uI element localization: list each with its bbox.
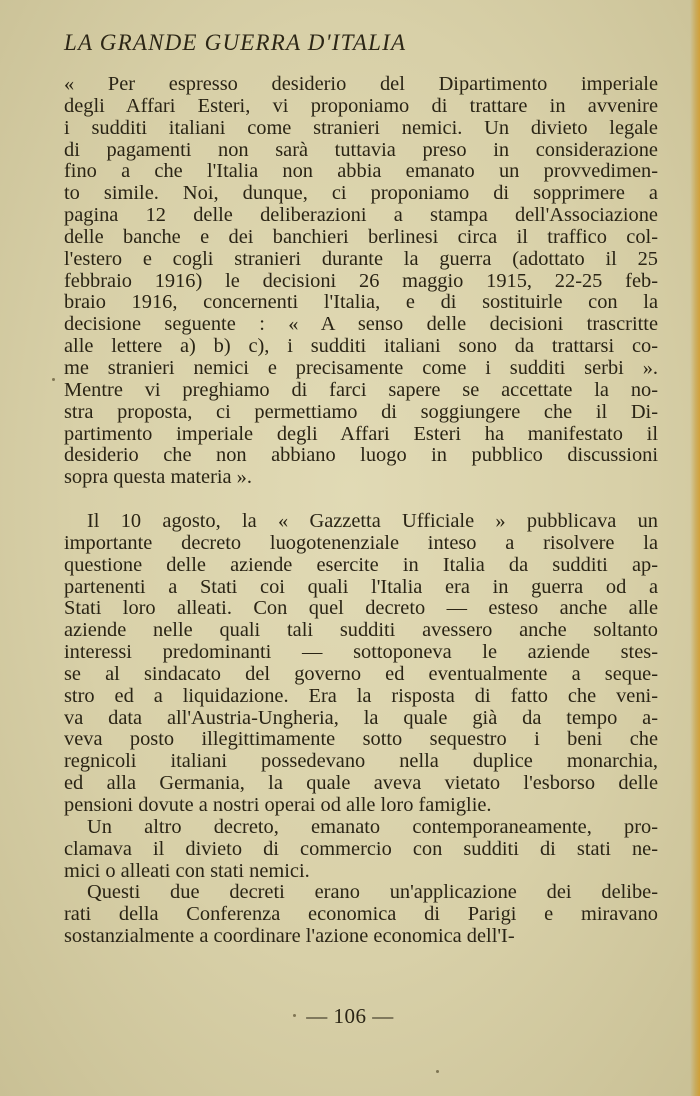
text-line: Il 10 agosto, la « Gazzetta Ufficiale » pubblicava un	[87, 510, 658, 533]
text-line: va data all'Austria-Ungheria, la quale già da tempo a-	[64, 706, 658, 729]
text-line: clamava il divieto di commercio con sudditi di stati ne-	[64, 837, 658, 860]
text-line: interessi predominanti — sottoponeva le aziende stes-	[64, 641, 658, 664]
paper-speck	[293, 1014, 296, 1017]
paper-speck	[52, 378, 55, 381]
page-number: — 106 —	[306, 1004, 394, 1028]
text-line: pensioni dovute a nostri operai od alle loro famiglie.	[64, 794, 492, 816]
text-line: regnicoli italiani possedevano nella duplice monarchia,	[64, 750, 658, 773]
text-line: sostanzialmente a coordinare l'azione economica dell'I-	[64, 925, 515, 948]
page-edge	[690, 0, 700, 1096]
text-line: aziende nelle quali tali sudditi avessero anche soltanto	[64, 619, 658, 642]
text-line: alle lettere a) b) c), i sudditi italiani sono da trattarsi co-	[64, 335, 658, 358]
text-line: l'estero e cogli stranieri durante la guerra (adottato il 25	[64, 247, 658, 270]
text-line: Un altro decreto, emanato contemporaneamente, pro-	[87, 815, 658, 838]
paper-speck	[436, 1070, 439, 1073]
body-text	[64, 74, 658, 948]
text-line: « Per espresso desiderio del Dipartimento imperiale	[64, 73, 658, 95]
paragraph-gap	[64, 489, 658, 511]
text-line: se al sindacato del governo ed eventualmente a seque-	[64, 662, 658, 685]
text-line: sopra questa materia ».	[64, 466, 252, 489]
text-line: stro ed a liquidazione. Era la risposta di fatto che veni-	[64, 684, 658, 707]
text-line: stra proposta, ci permettiamo di soggiungere che il Di-	[64, 400, 658, 423]
text-line: rati della Conferenza economica di Parigi e miravano	[64, 903, 658, 926]
text-line: di pagamenti non sarà tuttavia preso in considerazione	[64, 138, 658, 161]
text-line: questione delle aziende esercite in Italia da sudditi ap-	[64, 553, 658, 576]
text-line: Stati loro alleati. Con quel decreto — esteso anche alle	[64, 597, 658, 620]
text-line: pagina 12 delle deliberazioni a stampa dell'Associazione	[64, 204, 658, 227]
running-head: LA GRANDE GUERRA D'ITALIA	[64, 30, 407, 55]
text-line: ed alla Germania, la quale aveva vietato l'esborso delle	[64, 772, 658, 795]
text-line: decisione seguente : « A senso delle decisioni trascritte	[64, 313, 658, 336]
text-line: febbraio 1916) le decisioni 26 maggio 1915, 22-25 feb-	[64, 269, 658, 292]
text-line: fino a che l'Italia non abbia emanato un provvedimen-	[64, 160, 658, 183]
text-line: braio 1916, concernenti l'Italia, e di sostituirle con la	[64, 291, 658, 314]
text-line: i sudditi italiani come stranieri nemici. Un divieto legale	[64, 116, 658, 139]
text-line: to simile. Noi, dunque, ci proponiamo di sopprimere a	[64, 182, 658, 205]
text-line: desiderio che non abbiano luogo in pubblico discussioni	[64, 444, 658, 467]
text-line: Mentre vi preghiamo di farci sapere se accettate la no-	[64, 378, 658, 401]
text-line: importante decreto luogotenenziale inteso a risolvere la	[64, 531, 658, 554]
text-line: Questi due decreti erano un'applicazione dei delibe-	[87, 881, 658, 904]
text-line: delle banche e dei banchieri berlinesi circa il traffico col-	[64, 225, 658, 248]
text-line: mici o alleati con stati nemici.	[64, 859, 310, 882]
text-line: me stranieri nemici e precisamente come i sudditi serbi ».	[64, 356, 658, 379]
text-line: partimento imperiale degli Affari Esteri ha manifestato il	[64, 422, 658, 445]
text-line: partenenti a Stati coi quali l'Italia era in guerra od a	[64, 575, 658, 598]
text-line: degli Affari Esteri, vi proponiamo di trattare in avvenire	[64, 94, 658, 117]
text-line: veva posto illegittimamente sotto sequestro i beni che	[64, 728, 658, 751]
